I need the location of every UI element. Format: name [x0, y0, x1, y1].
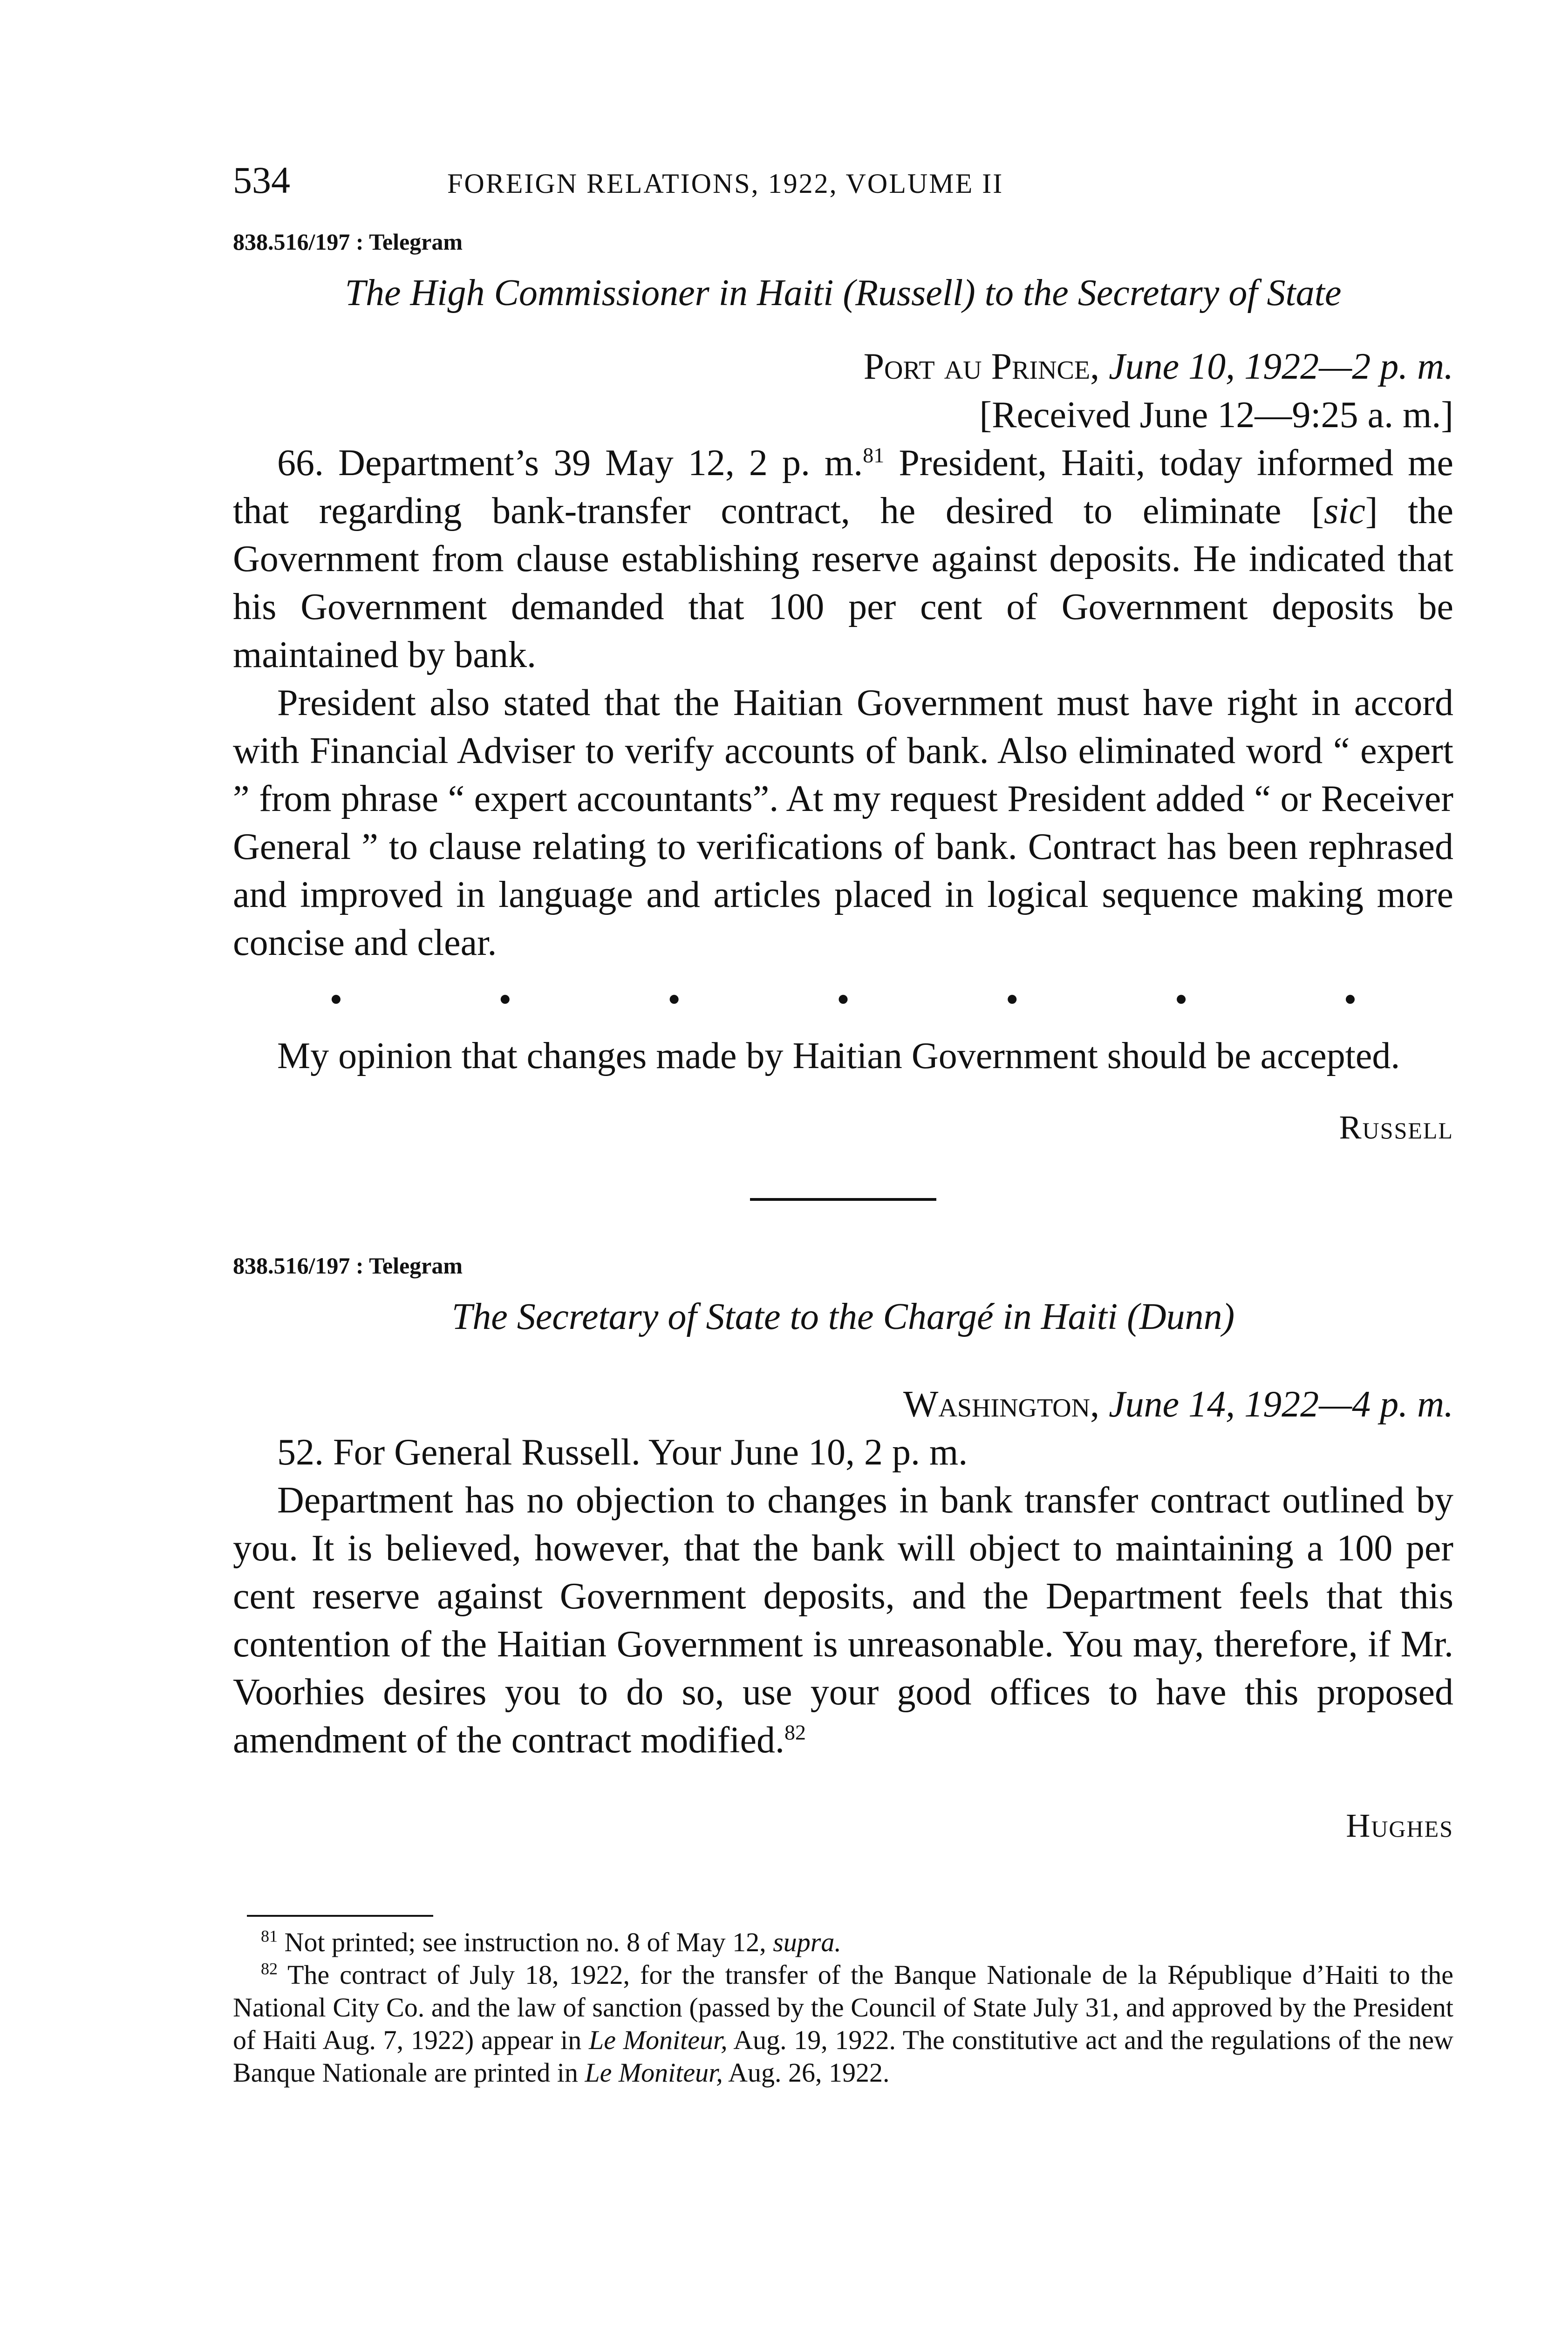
signature: Russell — [1339, 1109, 1453, 1146]
footnote-number: 82 — [261, 1959, 278, 1978]
ellipsis-dot: • — [498, 979, 512, 1020]
dateline-date: June 14, 1922—4 p. m. — [1109, 1384, 1453, 1425]
document-title: The Secretary of State to the Chargé in Haiti (Dunn) — [451, 1296, 1235, 1337]
dateline — [233, 1380, 1453, 1429]
footnote-text: The contract of July 18, 1922, for the transfer of the Banque Nationale de la République d’Haiti to the National City Co. and the law of sanction (passed by the Council of State July 31, and approved by the President of Haiti Aug. 7, 1922) appear in — [233, 1960, 1453, 2055]
telegram-2 — [233, 1252, 1453, 1845]
footnote-82 — [233, 1959, 1453, 2089]
footnote-ref[interactable]: 81 — [863, 443, 885, 467]
publication-title: Le Moniteur, — [589, 2025, 728, 2055]
footnote-divider — [247, 1915, 433, 1917]
received-line: [Received June 12—9:25 a. m.] — [979, 395, 1453, 436]
footnote-text: Aug. 19, 1922. The constitutive act and the regulations of the new Banque Nationale are printed in — [233, 2025, 1453, 2088]
paragraph-text: ] the Government from clause establishing reserve against deposits. He indicated that his Government demanded that 100 per cent of Government deposits be maintained by bank. — [233, 490, 1454, 675]
file-reference: 838.516/197 : Telegram — [233, 229, 463, 255]
dateline — [233, 342, 1453, 391]
paragraph: 52. For General Russell. Your June 10, 2 p. m. — [277, 1432, 968, 1473]
footnote-text: Aug. 26, 1922. — [723, 2057, 890, 2088]
ellipsis-dot: • — [668, 979, 681, 1020]
publication-title: Le Moniteur, — [585, 2057, 723, 2088]
section-divider — [750, 1198, 936, 1201]
file-reference: 838.516/197 : Telegram — [233, 1253, 463, 1279]
footnote-number: 81 — [261, 1927, 278, 1946]
footnotes — [233, 1926, 1453, 2089]
ellipsis-dot: • — [1005, 979, 1019, 1020]
document-page — [233, 158, 1453, 2089]
footnote-ref[interactable]: 82 — [784, 1720, 806, 1744]
footnote-text: Not printed; see instruction no. 8 of May 12, — [278, 1927, 773, 1957]
paragraph: President also stated that the Haitian Government must have right in accord with Financial Adviser to verify accounts of bank. Also eliminated word “ expert ” from phrase “ expert accountants”. At my request President added “ or Receiver General ” to clause relating to verifications of bank. Contract has been rephrased and improved in language and articles placed in logical sequence making more concise and clear. — [233, 682, 1453, 963]
paragraph — [233, 439, 1453, 679]
ellipsis-dot: • — [329, 979, 343, 1020]
ellipsis-dot: • — [836, 979, 850, 1020]
paragraph: My opinion that changes made by Haitian Government should be accepted. — [277, 1035, 1400, 1076]
footnote-text: supra. — [773, 1927, 841, 1957]
page-number: 534 — [233, 159, 290, 201]
omission-ellipsis — [233, 967, 1453, 1032]
dateline-date: June 10, 1922—2 p. m. — [1109, 346, 1453, 387]
paragraph — [233, 1477, 1453, 1764]
dateline-place: Washington, — [903, 1384, 1100, 1425]
paragraph-text: Department has no objection to changes in bank transfer contract outlined by you. It is believed, however, that the bank will object to maintaining a 100 per cent reserve against Government deposits, and the Department feels that this contention of the Haitian Government is unreasonable. You may, therefore, if Mr. Voorhies desires you to do so, use your good offices to have this proposed amendment of the contract modified. — [233, 1480, 1453, 1761]
dateline-place: Port au Prince, — [863, 346, 1100, 387]
ellipsis-dot: • — [1343, 979, 1357, 1020]
telegram-1 — [233, 228, 1453, 1147]
running-head: FOREIGN RELATIONS, 1922, VOLUME II — [447, 168, 1004, 199]
paragraph-text: 66. Department’s 39 May 12, 2 p. m. — [277, 443, 863, 484]
paragraph-text: President, Haiti, today informed me that regarding bank-transfer contract, he desired to eliminate [ — [233, 443, 1453, 531]
ellipsis-dot: • — [1174, 979, 1188, 1020]
sic-marker: sic — [1323, 490, 1365, 531]
signature: Hughes — [1346, 1807, 1453, 1844]
page-header — [233, 158, 1453, 214]
footnote-81 — [233, 1926, 1453, 1959]
document-title: The High Commissioner in Haiti (Russell) to the Secretary of State — [345, 272, 1342, 313]
